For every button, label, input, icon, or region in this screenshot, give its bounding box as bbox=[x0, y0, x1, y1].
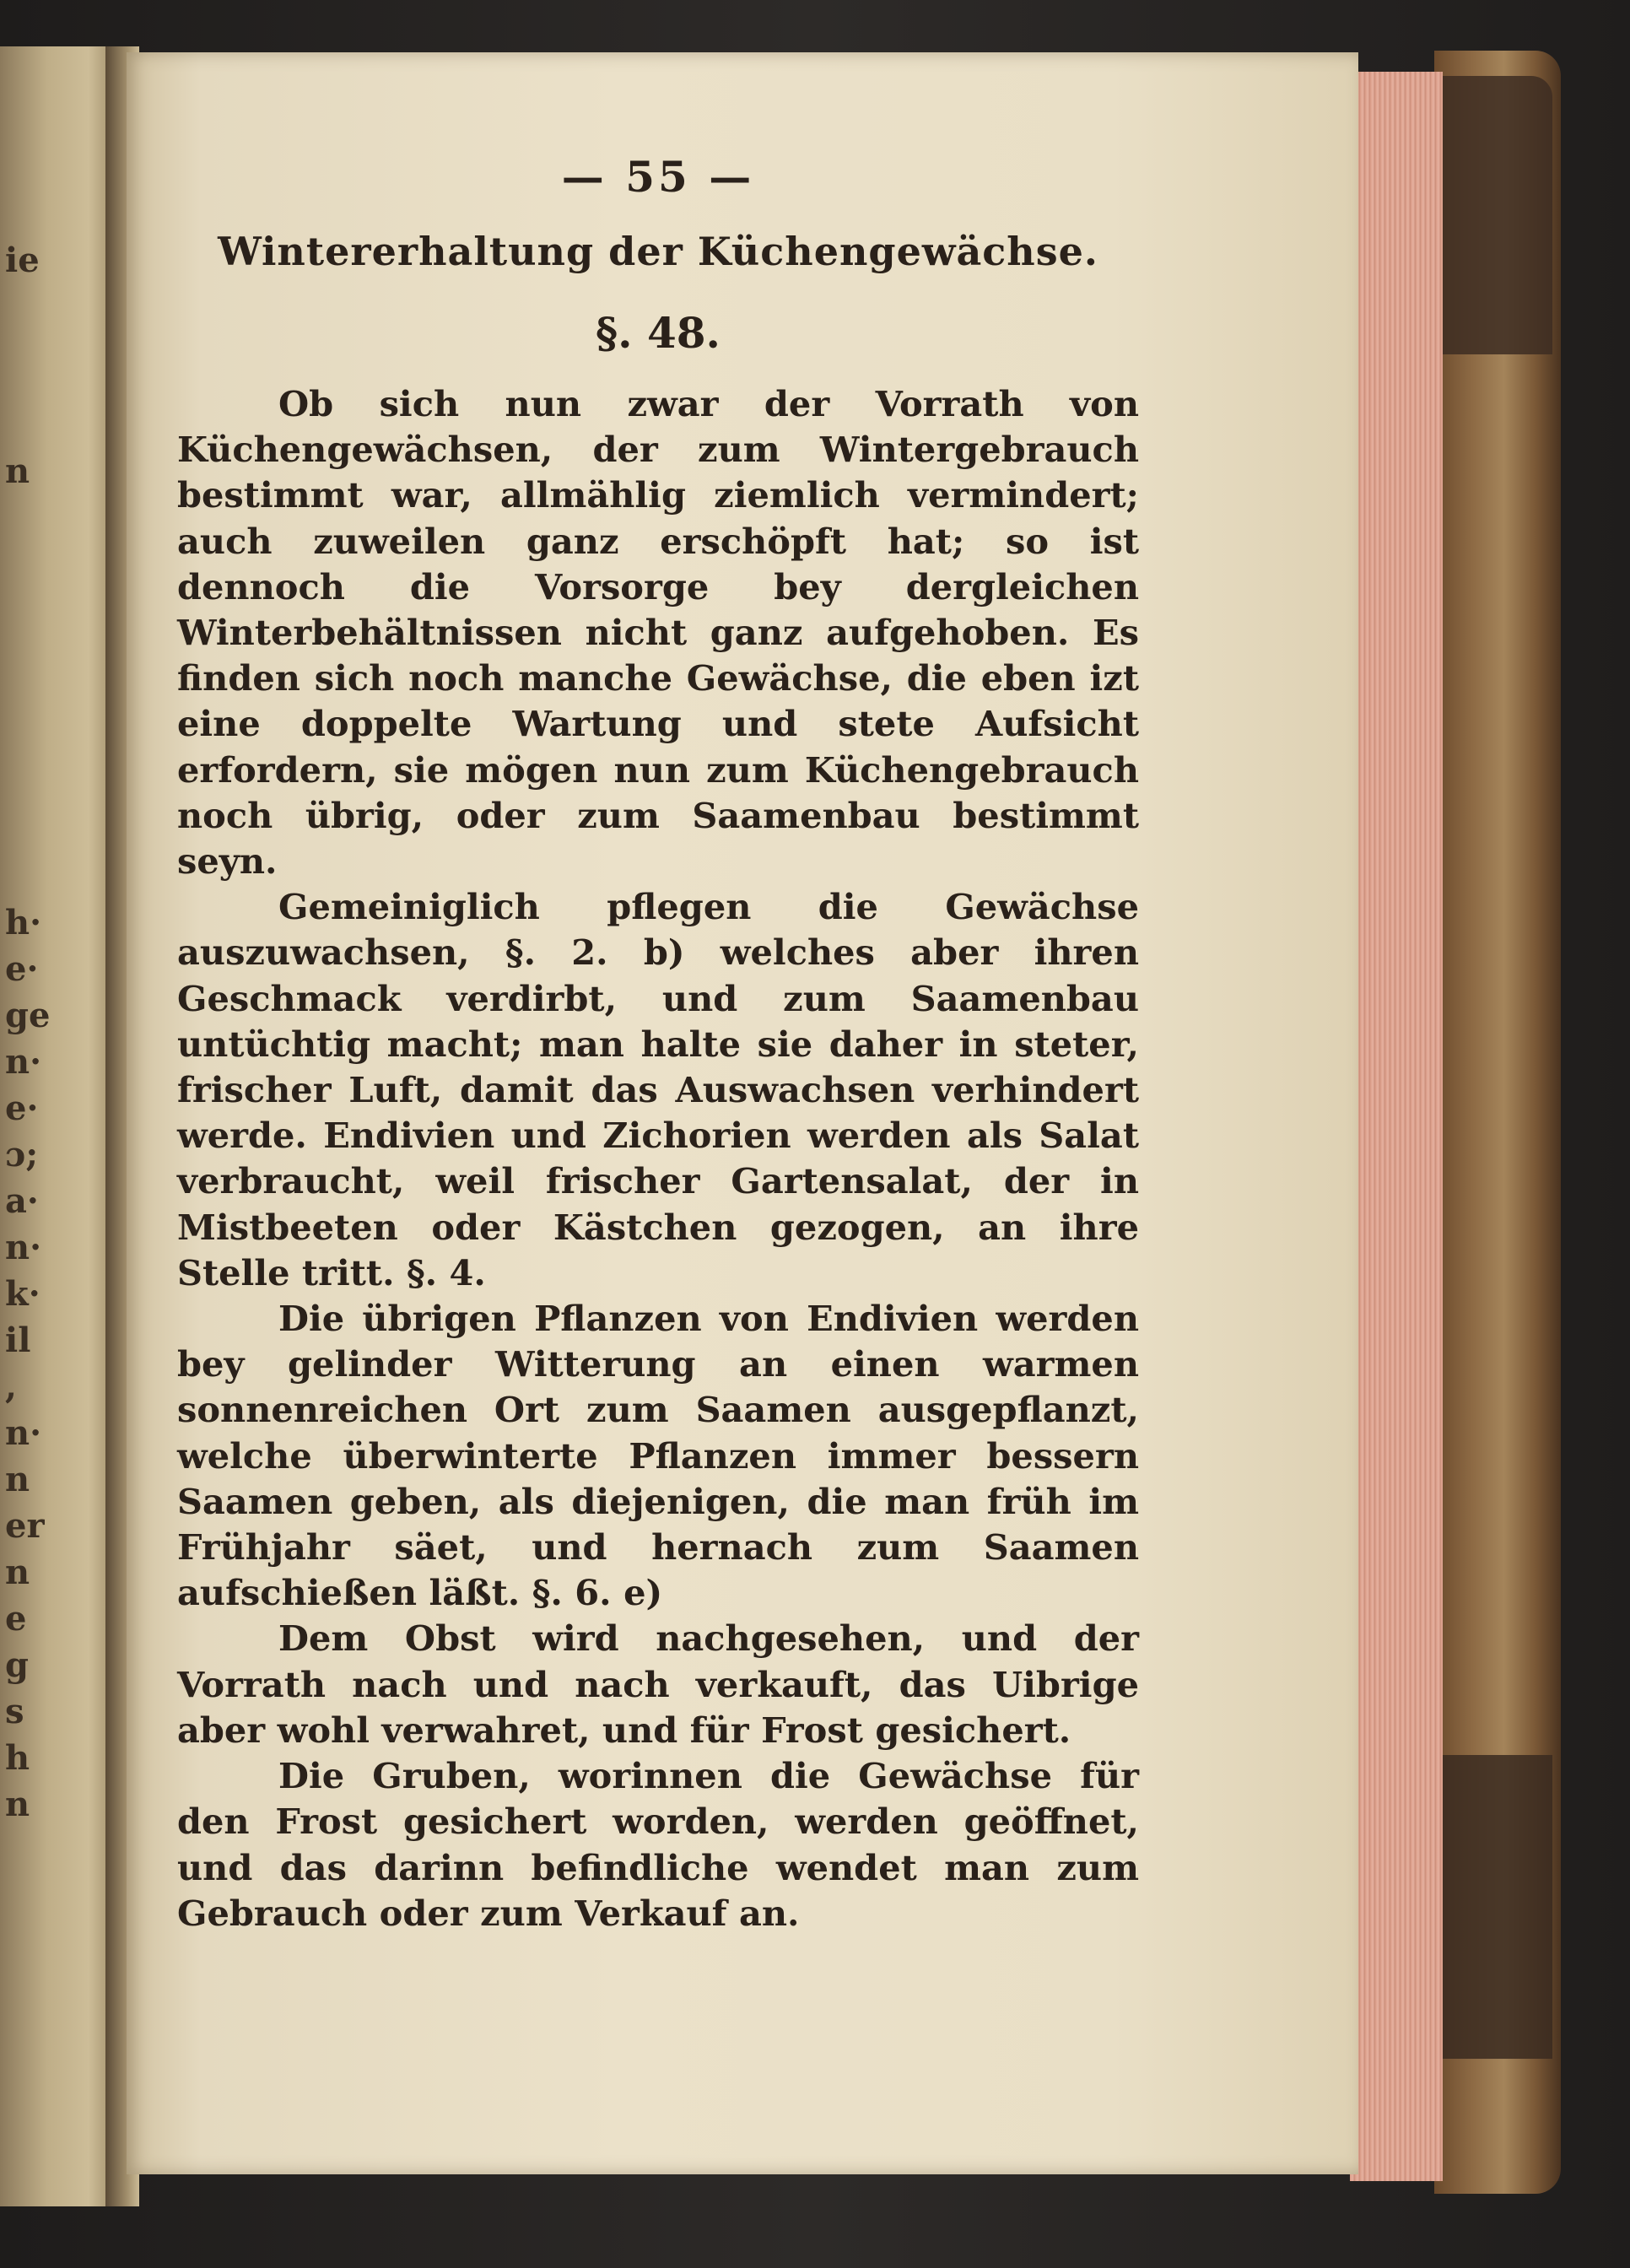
left-page-edge bbox=[0, 46, 118, 2206]
page-block-edge bbox=[1350, 72, 1443, 2181]
left-page-fragment: ɔ; bbox=[5, 1135, 39, 1174]
page-number: — 55 — bbox=[561, 152, 755, 202]
section-number: §. 48. bbox=[596, 308, 721, 358]
chapter-heading: Wintererhaltung der Küchengewächse. bbox=[218, 229, 1098, 274]
left-page-fragment: il bbox=[5, 1320, 31, 1360]
left-page-fragment: , bbox=[5, 1367, 17, 1407]
left-page-fragment: h bbox=[5, 1738, 30, 1778]
left-page-fragment: n· bbox=[5, 1042, 42, 1082]
left-page-fragment: e bbox=[5, 1599, 27, 1639]
left-page-fragment: e· bbox=[5, 949, 39, 989]
left-page-fragment: g bbox=[5, 1645, 29, 1685]
left-page-fragment: k· bbox=[5, 1274, 40, 1314]
paragraph: Die Gruben, worinnen die Gewächse für den Frost gesichert worden, werden geöffnet, und das darinn befindliche wendet man zum Gebrauch oder zum Verkauf an. bbox=[177, 1755, 1139, 1934]
left-page-fragment: n bbox=[5, 1785, 30, 1824]
left-page-fragment: n bbox=[5, 1552, 30, 1592]
paragraph: Ob sich nun zwar der Vorrath von Küchengewächsen, der zum Wintergebrauch bestimmt war, allmählig ziemlich vermindert; auch zuweilen ganz erschöpft hat; so ist dennoch die Vorsorge bey dergleichen Winterbehältnissen nicht ganz aufgehoben. Es finden sich noch manche Gewächse, die eben izt eine doppelte Wartung und stete Aufsicht erfordern, sie mögen nun zum Küchengebrauch noch übrig, oder zum Saamenbau bestimmt seyn. bbox=[177, 383, 1139, 883]
left-page-fragment: ge bbox=[5, 996, 51, 1035]
left-page-fragment: ie bbox=[5, 240, 40, 280]
left-page-fragment: s bbox=[5, 1692, 24, 1731]
cover-leather-top bbox=[1434, 76, 1552, 354]
left-page-fragment: n bbox=[5, 451, 30, 491]
left-page-fragment: er bbox=[5, 1506, 45, 1546]
left-page-fragment: h· bbox=[5, 903, 42, 942]
cover-leather-bottom bbox=[1426, 1755, 1552, 2059]
left-page-fragment: n· bbox=[5, 1228, 42, 1267]
left-page-fragment: a· bbox=[5, 1181, 39, 1221]
left-page-fragment: e· bbox=[5, 1088, 39, 1128]
paragraph: Gemeiniglich pflegen die Gewächse auszuwachsen, §. 2. b) welches aber ihren Geschmack verdirbt, und zum Saamenbau untüchtig macht; man halte sie daher in steter, frischer Luft, damit das Auswachsen verhindert werde. Endivien und Zichorien werden als Salat verbraucht, weil frischer Gartensalat, der in Mistbeeten oder Kästchen gezogen, an ihre Stelle tritt. §. 4. bbox=[177, 886, 1139, 1293]
left-page-fragment: n· bbox=[5, 1413, 42, 1453]
left-page-fragment: n bbox=[5, 1460, 30, 1499]
paragraph: Die übrigen Pflanzen von Endivien werden bey gelinder Witterung an einen warmen sonnenreichen Ort zum Saamen ausgepflanzt, welche überwinterte Pflanzen immer bessern Saamen geben, als diejenigen, die man früh im Frühjahr säet, und hernach zum Saamen aufschießen läßt. §. 6. e) bbox=[177, 1298, 1139, 1614]
page-text bbox=[177, 152, 1139, 1936]
paragraph: Dem Obst wird nachgesehen, und der Vorrath nach und nach verkauft, das Uibrige aber wohl verwahret, und für Frost gesichert. bbox=[177, 1617, 1139, 1751]
